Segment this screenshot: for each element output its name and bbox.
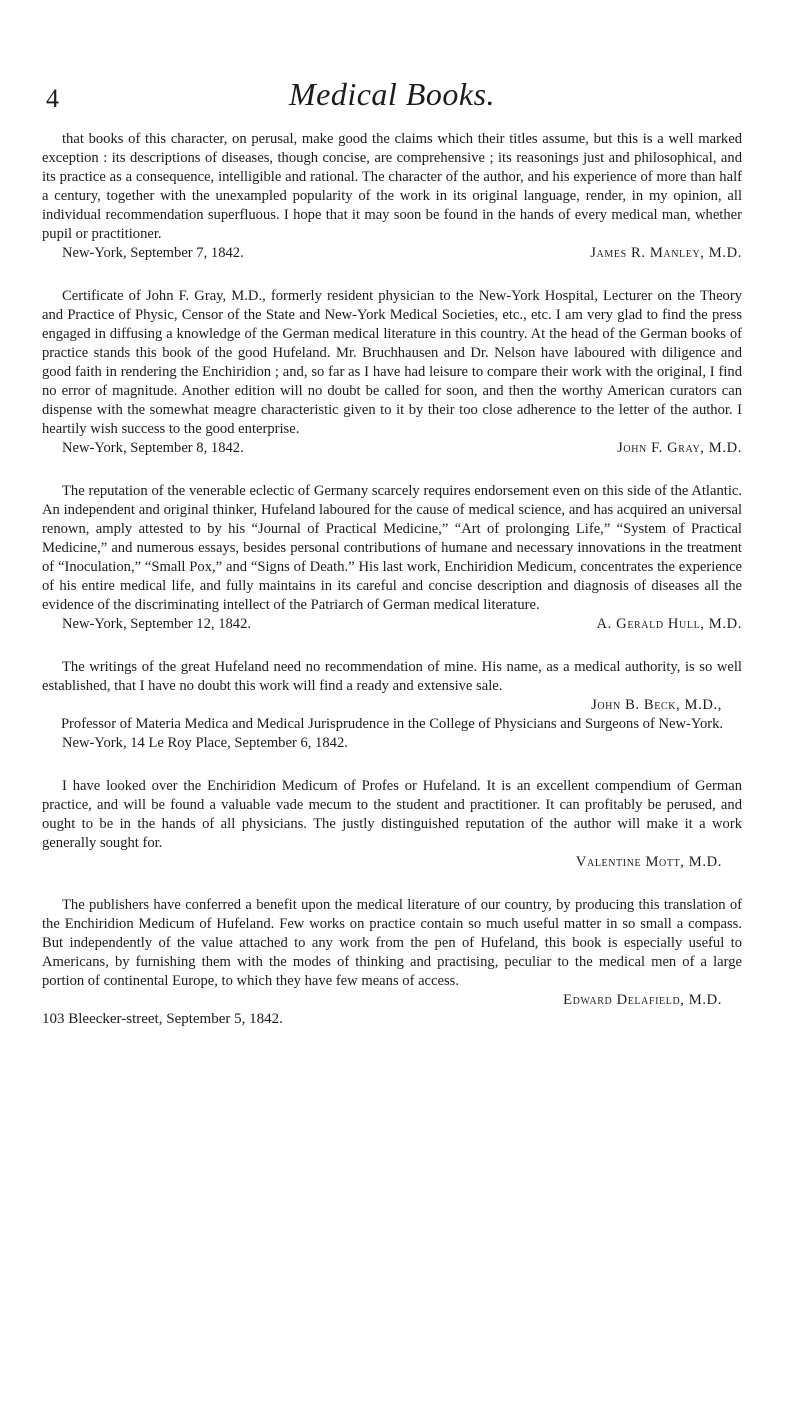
- testimonial-gray: [42, 287, 742, 458]
- testimonial-footer: [42, 439, 742, 458]
- testimonial-body: The writings of the great Hufeland need no recommendation of mine. His name, as a medical authority, is so well established, that I have no doubt this work will find a ready and extensive sale.: [42, 659, 742, 694]
- place-date: New-York, September 8, 1842.: [62, 440, 244, 456]
- testimonial-body: Certificate of John F. Gray, M.D., formerly resident physician to the New-York Hospital, Lecturer on the Theory and Practice of Physic, Censor of the State and New-York Medical Societies, etc., etc. I am very glad to find the press engaged in diffusing a knowledge of the German medical literature in this country. At the head of the German books of practice stands this book of the good Hufeland. Mr. Bruchhausen and Dr. Nelson have laboured with diligence and good faith in rendering the Enchiridion ; and, so far as I have had leisure to compare their work with the original, I find no error of magnitude. Another edition will no doubt be called for soon, and then the worthy American curators can dispense with the somewhat meagre characteristic given to it by their too close adherence to the letter of the author. I heartily wish success to the good enterprise.: [42, 288, 742, 437]
- document-page: [42, 0, 742, 1029]
- place-date: New-York, September 7, 1842.: [62, 245, 244, 261]
- testimonial-body: that books of this character, on perusal, make good the claims which their titles assume, but this is a well marked exception : its descriptions of diseases, though concise, are comprehensive ; its reasonings just and philosophical, and its practice as a consequence, intelligible and rational. The character of the author, and his experience of more than half a century, together with the unexampled popularity of the work in its original language, render, in my opinion, all individual recommendation superfluous. I hope that it may soon be found in the hands of every medical man, whether pupil or practitioner.: [42, 131, 742, 242]
- signature: Edward Delafield, M.D.: [563, 992, 722, 1008]
- testimonial-body: The reputation of the venerable eclectic of Germany scarcely requires endorsement even on this side of the Atlantic. An independent and original thinker, Hufeland laboured for the cause of medical science, and has acquired an universal renown, amply attested to by his “Journal of Practical Medicine,” “Art of prolonging Life,” “System of Practical Medicine,” and numerous essays, besides personal contributions of humane and necessary innovations in the treatment of “Inoculation,” “Small Pox,” and “Signs of Death.” His last work, Enchiridion Medicum, concentrates the experience of his entire medical life, and fully maintains in its careful and concise description and diagnosis of diseases all the evidence of the discriminating intellect of the Patriarch of German medical literature.: [42, 483, 742, 613]
- page-header: [42, 0, 742, 130]
- testimonial-mott: [42, 777, 742, 872]
- testimonial-hull: [42, 482, 742, 634]
- testimonial-footer: [42, 244, 742, 263]
- testimonial-body: The publishers have conferred a benefit upon the medical literature of our country, by producing this translation of the Enchiridion Medicum of Hufeland. Few works on practice contain so much useful matter in so small a compass. But independently of the value attached to any work from the pen of Hufeland, this book is especially useful to Americans, by furnishing them with the modes of thinking and practising, peculiar to the medical men of a large portion of continental Europe, to which they have few means of access.: [42, 897, 742, 989]
- signatory-title: Professor of Materia Medica and Medical Jurisprudence in the College of Physicians and Surgeons of New-York.: [60, 716, 724, 732]
- signature: John F. Gray, M.D.: [617, 440, 742, 456]
- signature: James R. Manley, M.D.: [590, 245, 742, 261]
- testimonial-delafield: [42, 896, 742, 1029]
- page-number: 4: [46, 84, 59, 113]
- signature: John B. Beck, M.D.,: [591, 697, 722, 713]
- testimonial-body: I have looked over the Enchiridion Medicum of Profes or Hufeland. It is an excellent compendium of German practice, and will be found a valuable vade mecum to the student and practitioner. It can profitably be perused, and ought to be in the hands of all physicians. The justly distinguished reputation of the author will make it a work generally sought for.: [42, 778, 742, 851]
- testimonial-beck: [42, 658, 742, 753]
- signature: Valentine Mott, M.D.: [575, 854, 722, 870]
- address: 103 Bleecker-street, September 5, 1842.: [42, 1011, 283, 1027]
- signature: A. Gerald Hull, M.D.: [596, 616, 742, 632]
- place-date: New-York, September 12, 1842.: [62, 616, 252, 632]
- running-title: Medical Books.: [288, 76, 496, 112]
- place-date: New-York, 14 Le Roy Place, September 6, 1842.: [62, 735, 348, 751]
- testimonial-manley: [42, 130, 742, 263]
- testimonials: [42, 130, 742, 1029]
- testimonial-footer: [42, 615, 742, 634]
